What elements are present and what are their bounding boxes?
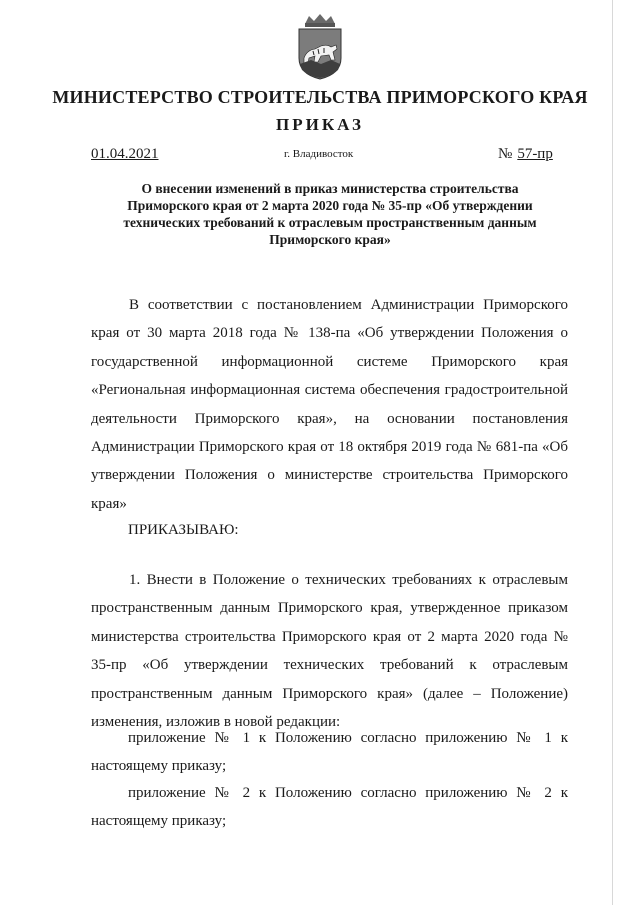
ministry-name: МИНИСТЕРСТВО СТРОИТЕЛЬСТВА ПРИМОРСКОГО КРАЯ [52,87,588,107]
item-1-paragraph: 1. Внести в Положение о технических требованиях к отраслевым пространственным данным Приморского края, утвержденное приказом министерства строительства Приморского края от 2 марта 2020 года № 35-пр «Об утверждении технических требований к отраслевым пространственным данным Приморского края» (далее – Положение) изменения, изложив в новой редакции: [91,572,568,731]
preamble-paragraph: В соответствии с постановлением Администрации Приморского края от 30 марта 2018 года № 138-па «Об утверждении Положения о государственной информационной системе Приморского края «Региональная информационная система обеспечения градостроительной деятельности Приморского края», на основании постановления Администрации Приморского края от 18 октября 2019 года № 681-па «Об утверждении Положения о министерстве строительства Приморского края» [91,297,568,512]
coat-of-arms-icon [291,14,349,80]
number-sign: № [498,146,513,162]
order-city: г. Владивосток [284,148,354,160]
page-edge-line [612,0,613,905]
appendix-2-paragraph: приложение № 2 к Положению согласно приложению № 2 к настоящему приказу; [91,785,568,830]
appendix-1-paragraph: приложение № 1 к Положению согласно приложению № 1 к настоящему приказу; [91,730,568,775]
order-date: 01.04.2021 [91,146,159,162]
orders-heading: ПРИКАЗЫВАЮ: [128,522,239,538]
order-number [498,146,553,163]
document-type-title: ПРИКАЗ [276,115,364,134]
number-value: 57-пр [517,146,553,162]
order-subject: О внесении изменений в приказ министерства строительства Приморского края от 2 марта 2020 года № 35-пр «Об утверждении технических требований к отраслевым пространственным данным Приморского края» [123,181,537,247]
